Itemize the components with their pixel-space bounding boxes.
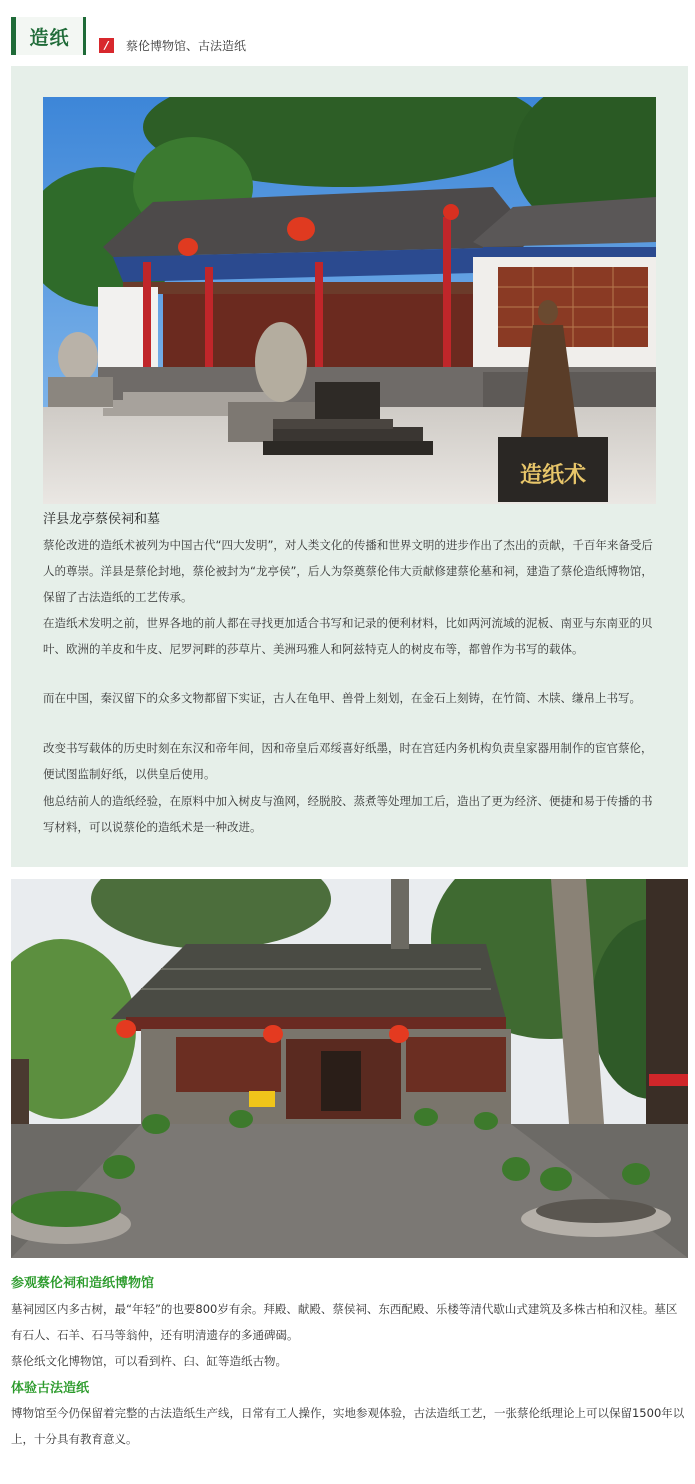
paragraph-5: 他总结前人的造纸经验，在原料中加入树皮与渔网，经脱胶、蒸煮等处理加工后，造出了更为经济、便捷和易于传播的书写材料，可以说蔡伦的造纸术是一种改进。 (43, 794, 653, 834)
section-title: 造纸 (29, 26, 70, 49)
paragraph-4: 改变书写载体的历史时刻在东汉和帝年间，因和帝皇后邓绥喜好纸墨，时在宫廷内务机构负责皇家器用制作的宦官蔡伦，便试图监制好纸，以供皇后使用。 (43, 741, 653, 781)
slash-icon: / (99, 38, 114, 53)
section-header (11, 17, 681, 57)
temple-gate-illustration (43, 97, 656, 504)
photo-temple-gate (43, 97, 656, 504)
paragraph-1: 蔡伦改进的造纸术被列为中国古代“四大发明”，对人类文化的传播和世界文明的进步作出了杰出的贡献，千百年来备受后人的尊崇。洋县是蔡伦封地，蔡伦被封为“龙亭侯”，后人为祭奠蔡伦伟大贡献修建蔡伦墓和祠，建造了蔡伦造纸博物馆，保留了古法造纸的工艺传承。 (43, 538, 653, 604)
photo-caption: 洋县龙亭蔡侯祠和墓 (43, 512, 161, 527)
paragraph-museum-2: 蔡伦纸文化博物馆，可以看到杵、臼、缸等造纸古物。 (11, 1354, 287, 1368)
section-subtitle: 蔡伦博物馆、古法造纸 (126, 39, 247, 53)
paragraph-museum-1: 墓祠园区内多古树，最“年轻”的也要800岁有余。拜殿、献殿、蔡侯祠、东西配殿、乐楼等清代歇山式建筑及多株古柏和汉桂。墓区有石人、石羊、石马等翁仲，还有明清遗存的多通碑碣。 (11, 1302, 678, 1342)
statue-sign-text: 造纸术 (519, 462, 587, 488)
section-title-box (11, 17, 86, 55)
section-title-papermaking: 体验古法造纸 (11, 1381, 90, 1396)
paragraph-3: 而在中国，秦汉留下的众多文物都留下实证，古人在龟甲、兽骨上刻划，在金石上刻铸，在竹简、木牍、缣帛上书写。 (43, 691, 641, 705)
paragraph-2: 在造纸术发明之前，世界各地的前人都在寻找更加适合书写和记录的便利材料，比如两河流域的泥板、南亚与东南亚的贝叶、欧洲的羊皮和牛皮、尼罗河畔的莎草片、美洲玛雅人和阿兹特克人的树皮布等，都曾作为书写的载体。 (43, 616, 653, 656)
courtyard-illustration (11, 879, 688, 1258)
paragraph-papermaking: 博物馆至今仍保留着完整的古法造纸生产线，日常有工人操作，实地参观体验，古法造纸工艺，一张蔡伦纸理论上可以保留1500年以上，十分具有教育意义。 (11, 1406, 685, 1446)
photo-courtyard (11, 879, 688, 1258)
section-title-museum: 参观蔡伦祠和造纸博物馆 (11, 1276, 155, 1291)
